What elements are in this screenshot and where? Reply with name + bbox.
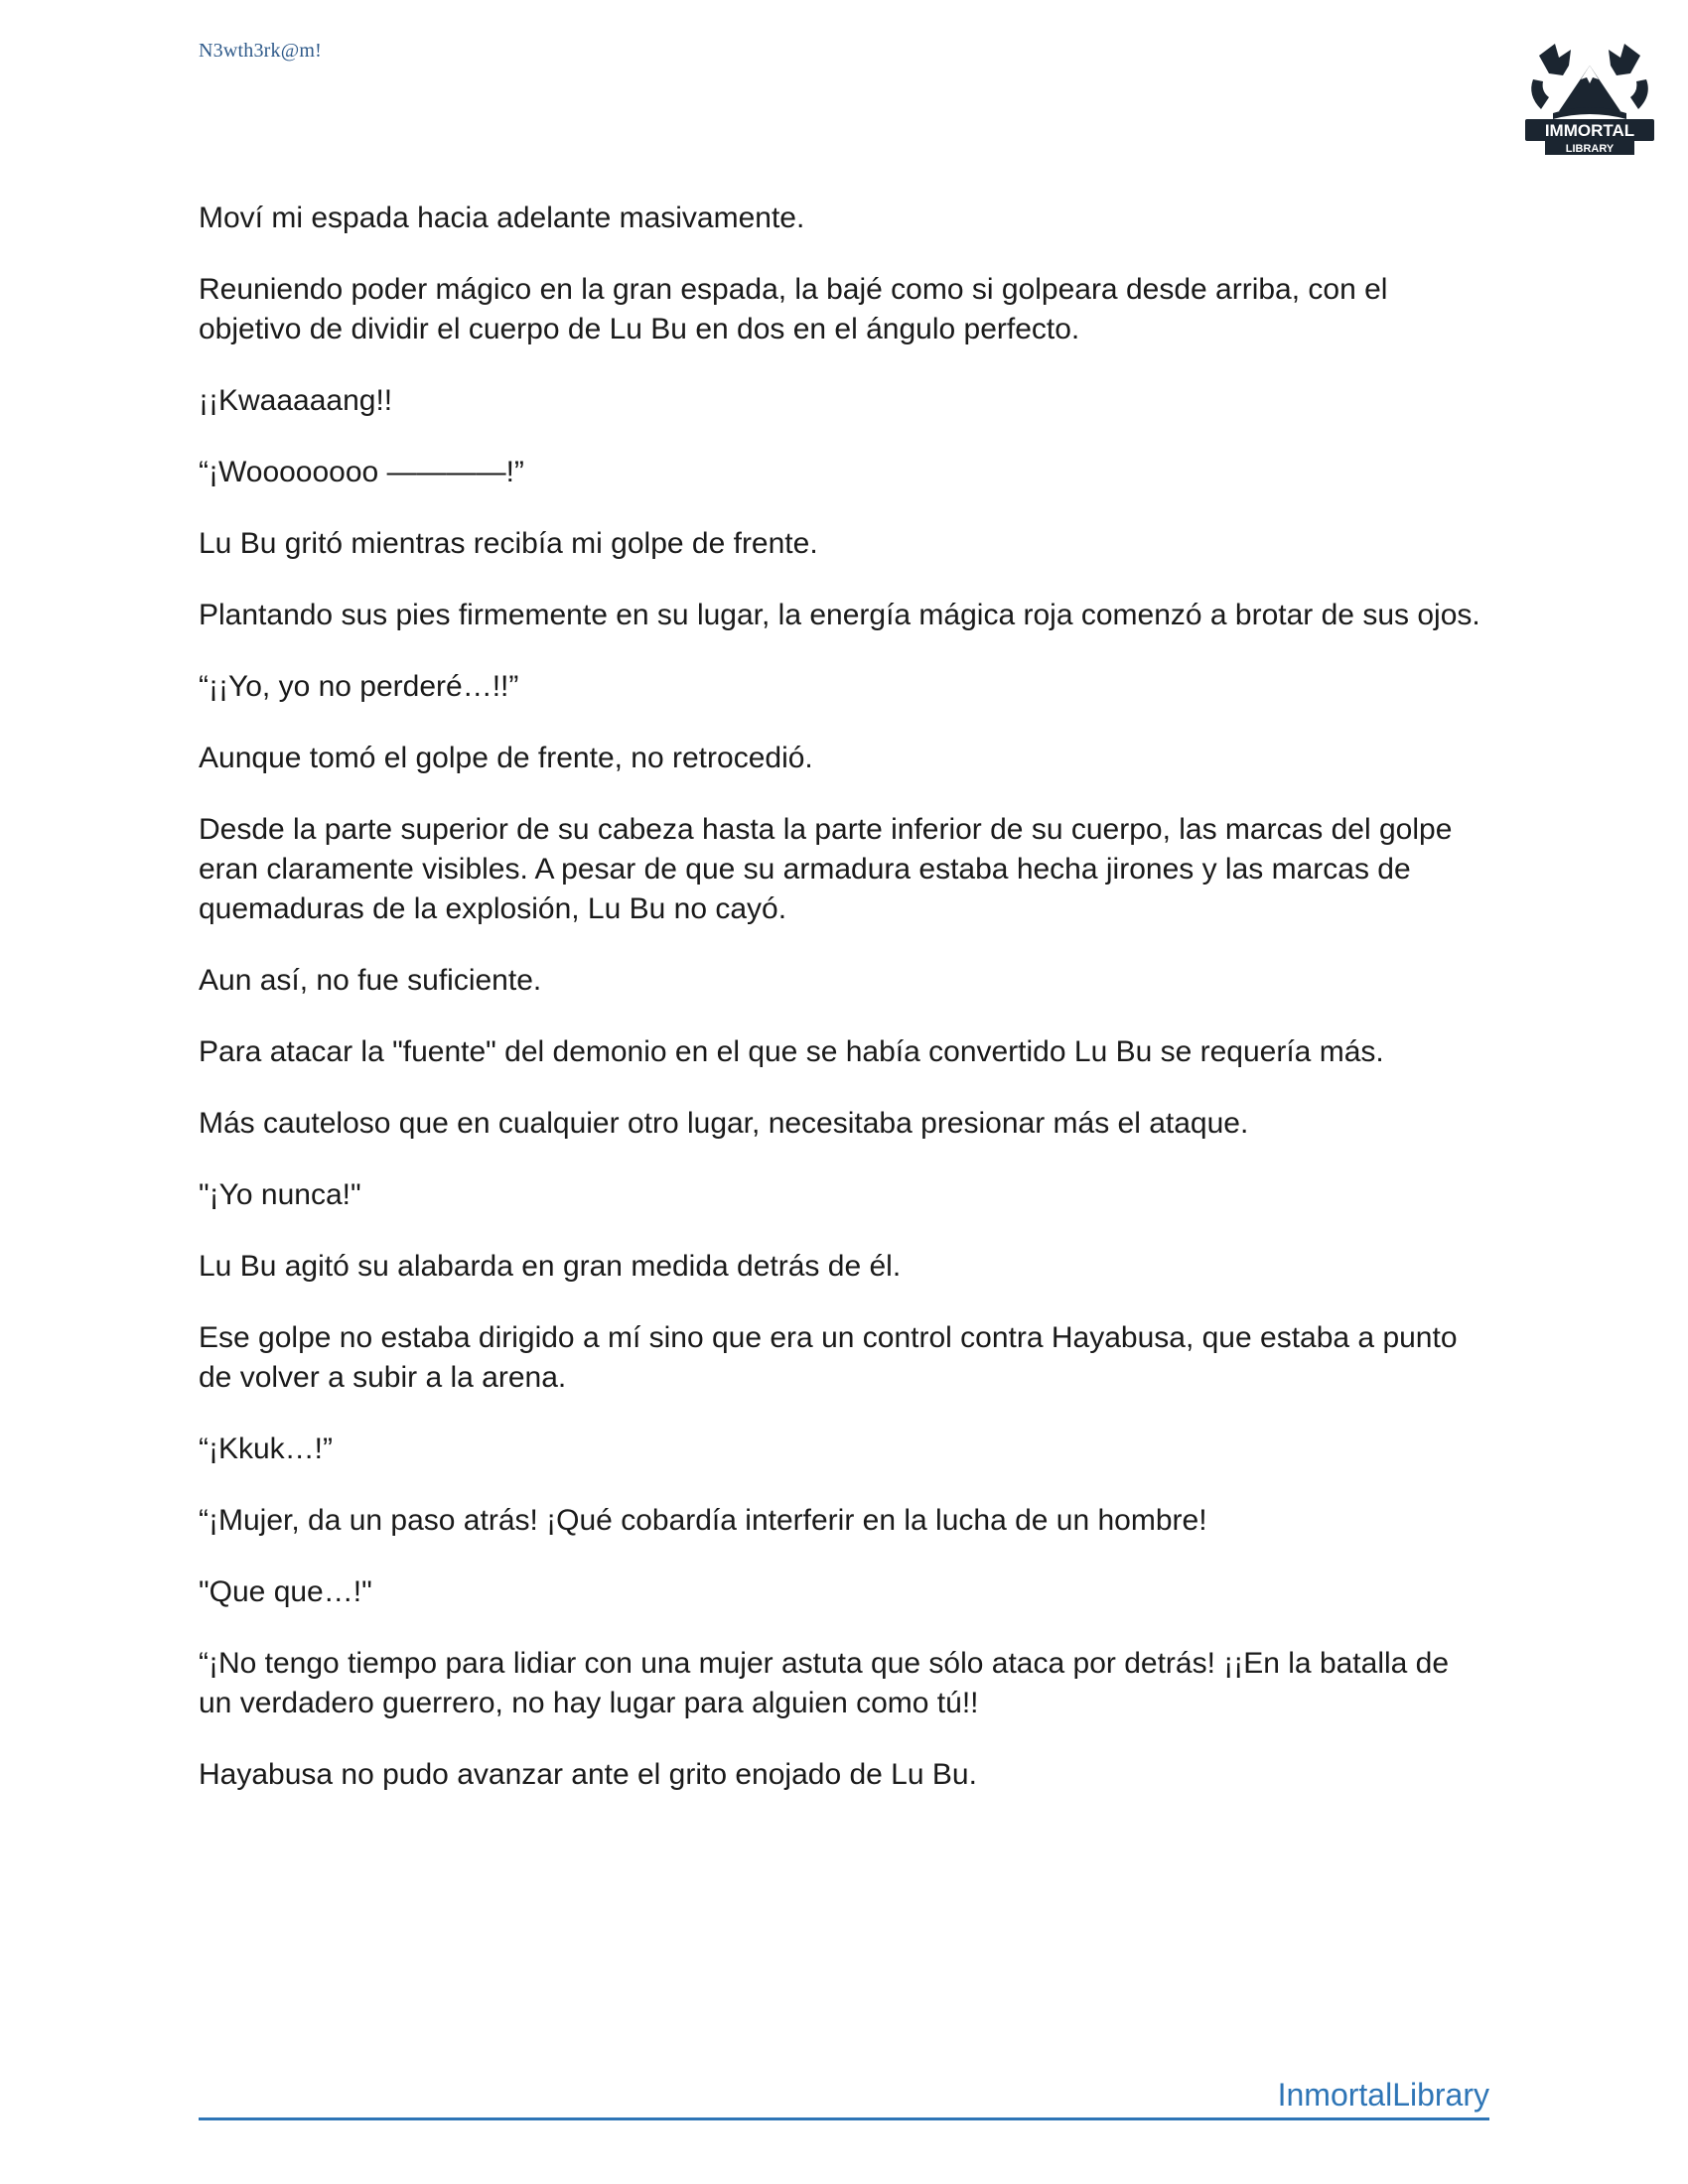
paragraph: Plantando sus pies firmemente en su lugar, la energía mágica roja comenzó a brotar de sus ojos. bbox=[199, 599, 1480, 631]
paragraph: Desde la parte superior de su cabeza hasta la parte inferior de su cuerpo, las marcas del golpe eran claramente visibles. A pesar de que su armadura estaba hecha jirones y las marcas de quemaduras de la explosión, Lu Bu no cayó. bbox=[199, 813, 1453, 925]
document-body bbox=[199, 199, 1489, 1827]
paragraph: “¡Kkuk…!” bbox=[199, 1433, 333, 1465]
paragraph: "¡Yo nunca!" bbox=[199, 1178, 361, 1211]
paragraph: ¡¡Kwaaaaang!! bbox=[199, 384, 393, 417]
paragraph: Hayabusa no pudo avanzar ante el grito enojado de Lu Bu. bbox=[199, 1758, 977, 1791]
paragraph: “¡Mujer, da un paso atrás! ¡Qué cobardía interferir en la lucha de un hombre! bbox=[199, 1504, 1207, 1537]
immortal-library-logo-icon bbox=[1519, 36, 1660, 163]
paragraph: Lu Bu gritó mientras recibía mi golpe de frente. bbox=[199, 527, 818, 560]
paragraph: Moví mi espada hacia adelante masivamente. bbox=[199, 202, 805, 234]
header-handle: N3wth3rk@m! bbox=[199, 40, 322, 62]
paragraph: "Que que…!" bbox=[199, 1575, 372, 1608]
paragraph: Más cauteloso que en cualquier otro lugar, necesitaba presionar más el ataque. bbox=[199, 1107, 1249, 1140]
paragraph: Aunque tomó el golpe de frente, no retrocedió. bbox=[199, 742, 813, 774]
paragraph: Reuniendo poder mágico en la gran espada, la bajé como si golpeara desde arriba, con el objetivo de dividir el cuerpo de Lu Bu en dos en el ángulo perfecto. bbox=[199, 273, 1388, 345]
paragraph: “¡Woooooooo ————!” bbox=[199, 456, 524, 488]
logo-text-library: LIBRARY bbox=[1565, 143, 1615, 155]
paragraph: Lu Bu agitó su alabarda en gran medida detrás de él. bbox=[199, 1250, 902, 1283]
paragraph: “¡No tengo tiempo para lidiar con una mujer astuta que sólo ataca por detrás! ¡¡En la batalla de un verdadero guerrero, no hay lugar para alguien como tú!! bbox=[199, 1647, 1450, 1719]
footer-library-link[interactable]: InmortalLibrary bbox=[199, 2075, 1489, 2120]
paragraph: Para atacar la "fuente" del demonio en el que se había convertido Lu Bu se requería más. bbox=[199, 1035, 1384, 1068]
paragraph: Aun así, no fue suficiente. bbox=[199, 964, 542, 997]
paragraph: Ese golpe no estaba dirigido a mí sino que era un control contra Hayabusa, que estaba a punto de volver a subir a la arena. bbox=[199, 1321, 1458, 1394]
paragraph: “¡¡Yo, yo no perderé…!!” bbox=[199, 670, 519, 703]
logo-text-immortal: IMMORTAL bbox=[1544, 121, 1635, 140]
